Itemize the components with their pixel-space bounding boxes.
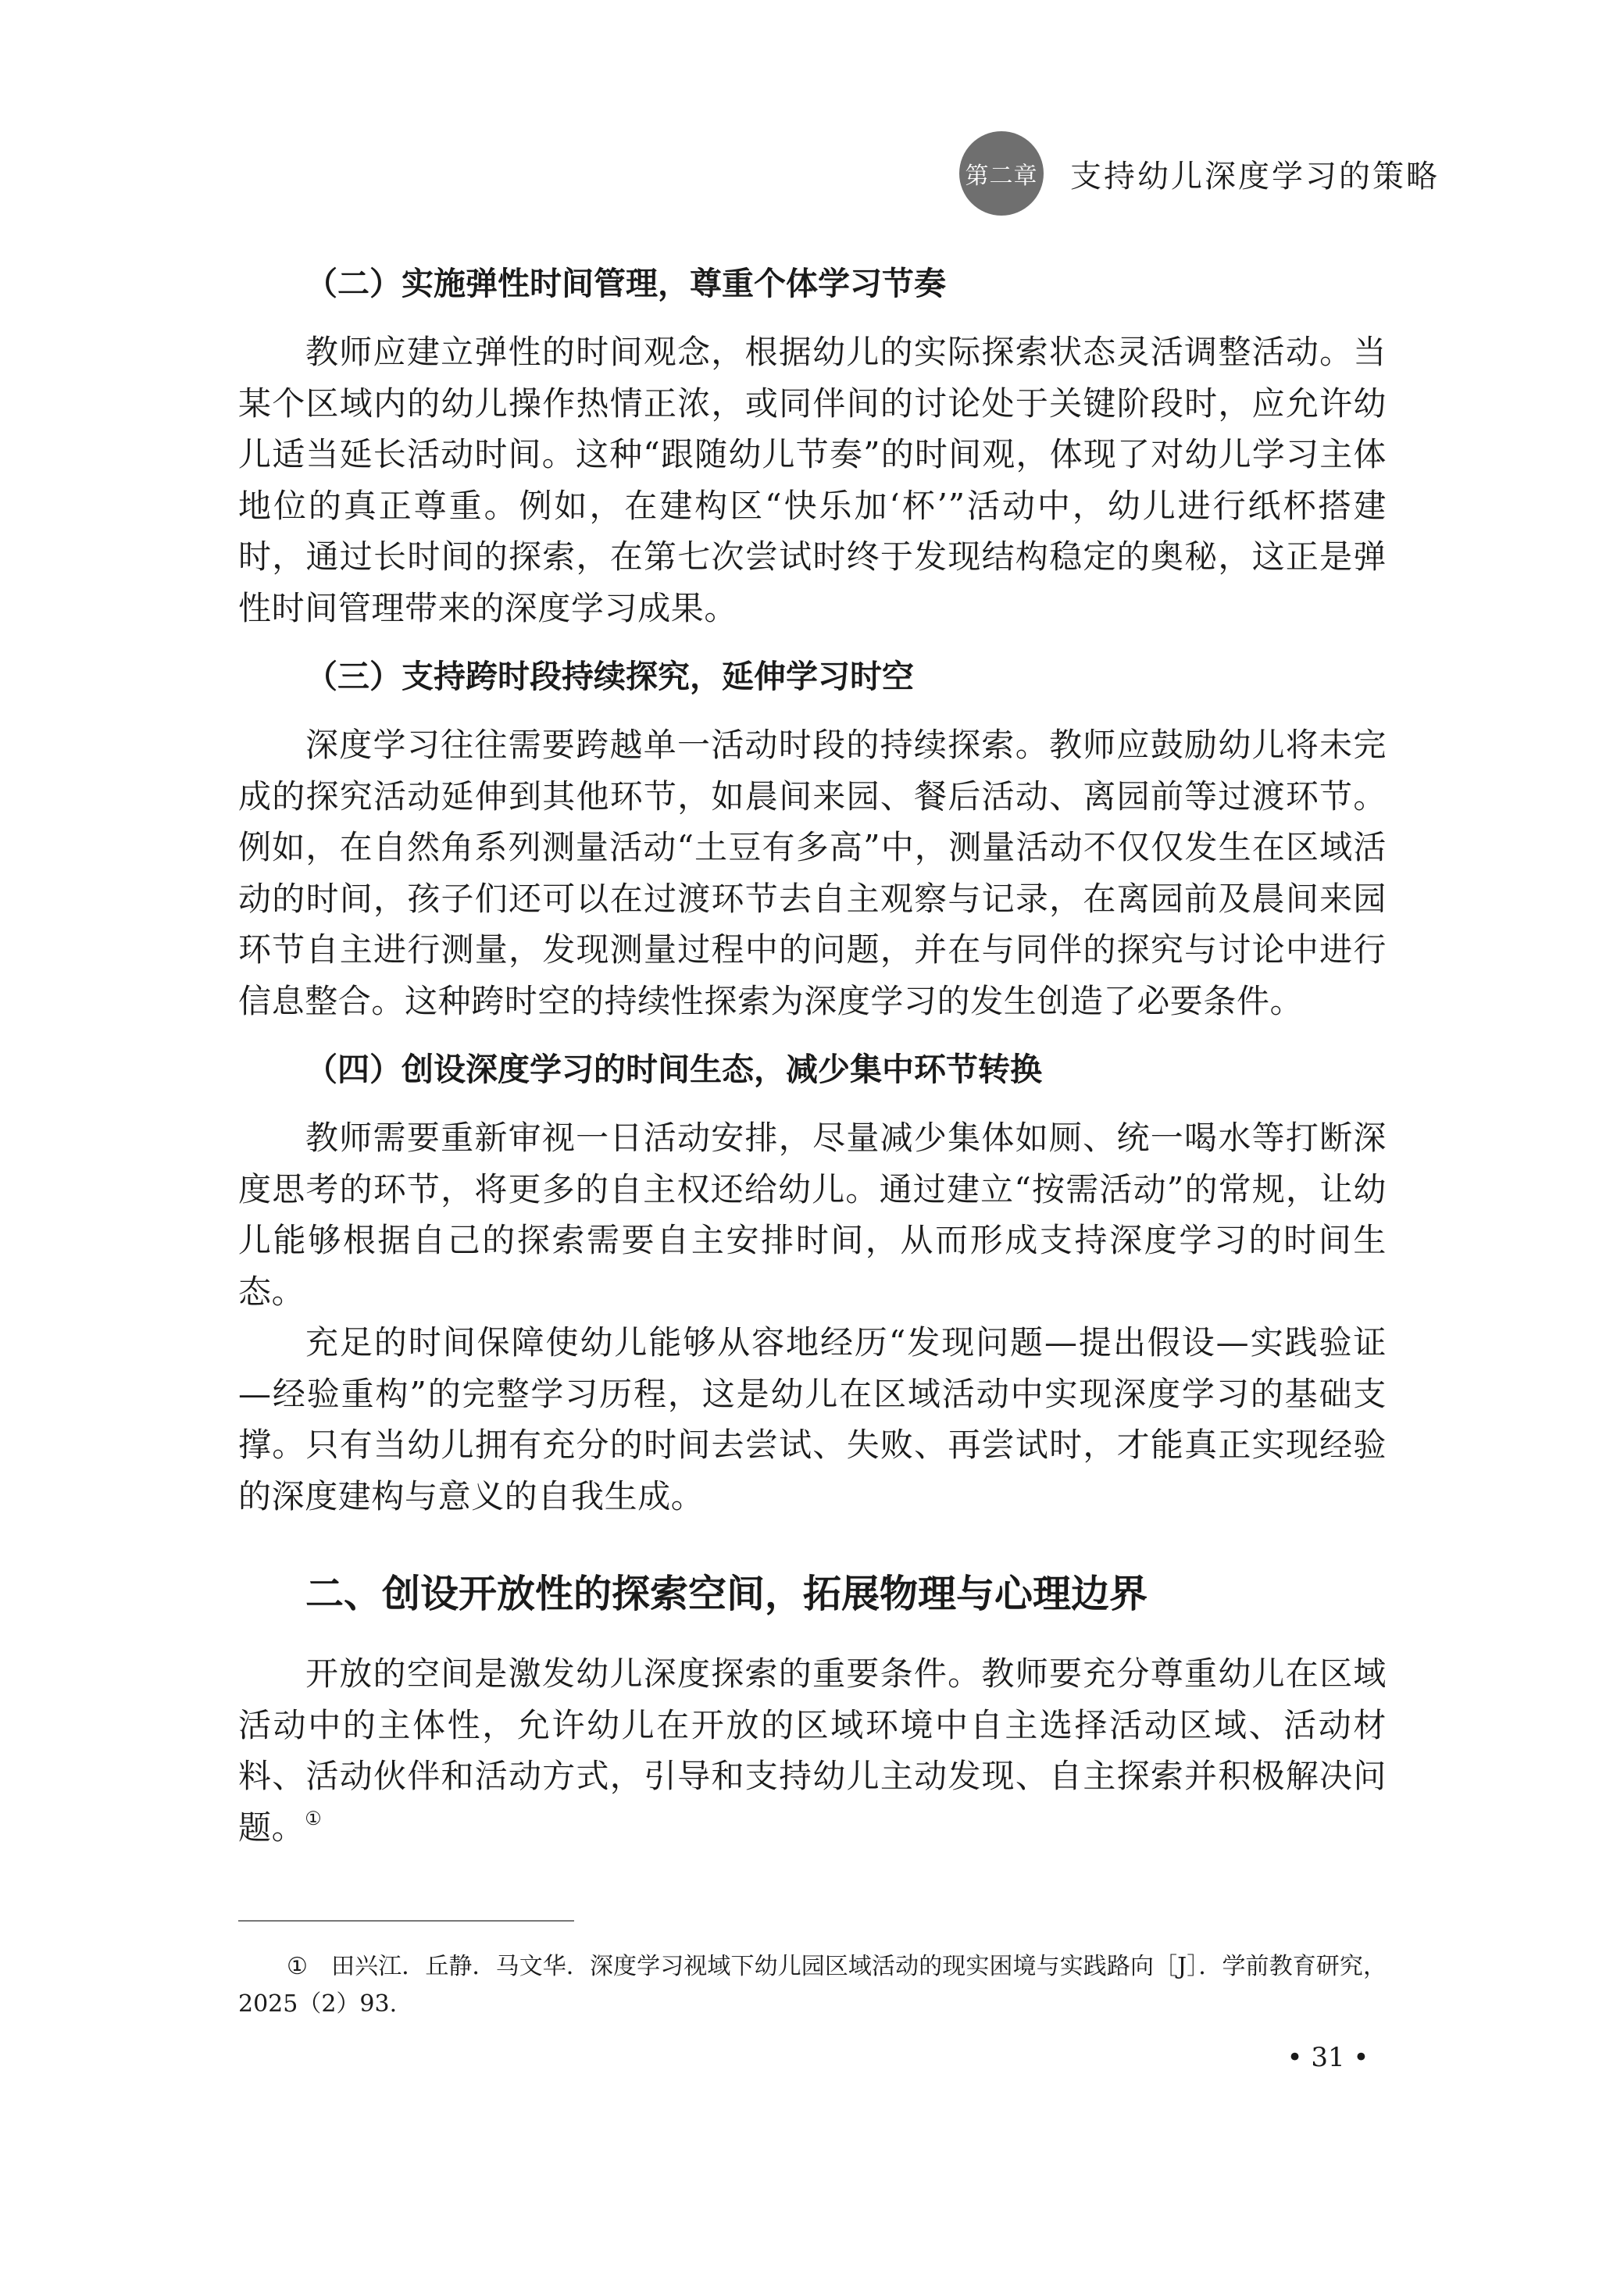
paragraph-cross-period: 深度学习往往需要跨越单一活动时段的持续探索。教师应鼓励幼儿将未完成的探究活动延伸到其他环节，如晨间来园、餐后活动、离园前等过渡环节。例如，在自然角系列测量活动“土豆有多高”中，测量活动不仅仅发生在区域活动的时间，孩子们还可以在过渡环节去自主观察与记录，在离园前及晨间来园环节自主进行测量，发现测量过程中的问题，并在与同伴的探究与讨论中进行信息整合。这种跨时空的持续性探索为深度学习的发生创造了必要条件。 <box>238 726 1387 1020</box>
paragraph-time-guarantee: 充足的时间保障使幼儿能够从容地经历“发现问题—提出假设—实践验证—经验重构”的完整学习历程，这是幼儿在区域活动中实现深度学习的基础支撑。只有当幼儿拥有充分的时间去尝试、失败、再尝试时，才能真正实现经验的深度建构与意义的自我生成。 <box>238 1323 1387 1515</box>
chapter-label: 第二章 <box>965 162 1038 190</box>
subsection-heading-3: （三）支持跨时段持续探究，延伸学习时空 <box>305 658 914 695</box>
chapter-badge <box>959 131 1044 216</box>
footnote <box>238 1948 1387 2023</box>
paragraph-open-space <box>238 1648 1387 1853</box>
body-text <box>238 258 1387 1853</box>
paragraph-elastic-time: 教师应建立弹性的时间观念，根据幼儿的实际探索状态灵活调整活动。当某个区域内的幼儿操作热情正浓，或同伴间的讨论处于关键阶段时，应允许幼儿适当延长活动时间。这种“跟随幼儿节奏”的时间观，体现了对幼儿学习主体地位的真正尊重。例如，在建构区“快乐加‘杯’”活动中，幼儿进行纸杯搭建时，通过长时间的探索，在第七次尝试时终于发现结构稳定的奥秘，这正是弹性时间管理带来的深度学习成果。 <box>238 333 1387 627</box>
page-number: • 31 • <box>1287 2042 1369 2073</box>
footnote-text: 田兴江．丘静．马文华．深度学习视域下幼儿园区域活动的现实困境与实践路向［J］．学前教育研究，2025（2）93. <box>238 1953 1387 2018</box>
footnote-divider <box>238 1920 574 1922</box>
running-header <box>959 131 1440 216</box>
footnote-reference: ① <box>305 1807 323 1829</box>
section-heading-2: 二、创设开放性的探索空间，拓展物理与心理边界 <box>305 1572 1148 1616</box>
subsection-heading-2: （二）实施弹性时间管理，尊重个体学习节奏 <box>305 265 946 302</box>
paragraph-time-ecology: 教师需要重新审视一日活动安排，尽量减少集体如厕、统一喝水等打断深度思考的环节，将更多的自主权还给幼儿。通过建立“按需活动”的常规，让幼儿能够根据自己的探索需要自主安排时间，从而形成支持深度学习的时间生态。 <box>238 1119 1387 1311</box>
subsection-heading-4: （四）创设深度学习的时间生态，减少集中环节转换 <box>305 1051 1042 1088</box>
chapter-title: 支持幼儿深度学习的策略 <box>1070 158 1440 195</box>
paragraph-open-space-text: 开放的空间是激发幼儿深度探索的重要条件。教师要充分尊重幼儿在区域活动中的主体性，允许幼儿在开放的区域环境中自主选择活动区域、活动材料、活动伙伴和活动方式，引导和支持幼儿主动发现、自主探索并积极解决问题。 <box>238 1654 1387 1847</box>
footnote-mark: ① <box>287 1953 308 1980</box>
